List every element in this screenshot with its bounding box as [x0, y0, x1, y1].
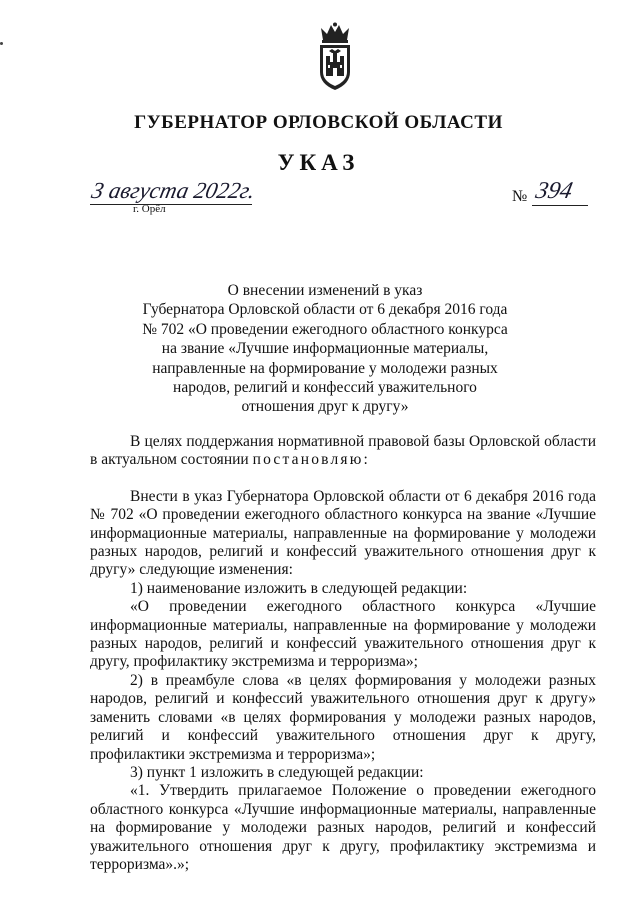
preamble-keyword: постановляю: — [252, 451, 371, 469]
subject-line: на звание «Лучшие информационные материалы, — [161, 340, 489, 358]
preamble-text: В целях поддержания нормативной правовой базы Орловской области в актуальном состоянии — [90, 433, 596, 469]
intro-paragraph: Внести в указ Губернатора Орловской области от 6 декабря 2016 года № 702 «О проведении ежегодного областного конкурса на звание «Лучшие информационные материалы, направленные на формирование у молодежи разных народов, религий и конфессий уважительного отношения друг к другу» следующие изменения: — [90, 487, 596, 579]
scan-mark — [0, 42, 3, 45]
number-underline — [532, 205, 588, 206]
authority-title: ГУБЕРНАТОР ОРЛОВСКОЙ ОБЛАСТИ — [134, 112, 503, 133]
city-label: г. Орёл — [133, 203, 166, 215]
item-3-text: «1. Утвердить прилагаемое Положение о проведении ежегодного областного конкурса «Лучшие информационные материалы, направленные на формирование у молодежи разных народов, религий и конфессий уважительного отношения друг к другу, профилактику экстремизма и терроризма».»; — [90, 782, 596, 873]
date-underline — [90, 204, 252, 205]
handwritten-number: 394 — [533, 178, 575, 204]
number-sign: № — [512, 188, 528, 205]
subject-line: О внесении изменений в указ — [227, 282, 423, 299]
item-1: 1) наименование изложить в следующей редакции: — [130, 579, 468, 597]
item-1-text: «О проведении ежегодного областного конкурса «Лучшие информационные материалы, направленные на формирование у молодежи разных народов, религий и конфессий уважительного отношения друг к другу, профилактику экстремизма и терроризма»; — [90, 598, 596, 671]
item-3: 3) пункт 1 изложить в следующей редакции: — [130, 763, 424, 781]
subject-line: народов, религий и конфессий уважительного — [173, 379, 477, 397]
subject-line: № 702 «О проведении ежегодного областного конкурса — [142, 320, 508, 338]
handwritten-date: 3 августа 2022г. — [89, 178, 258, 203]
subject-line: направленные на формирование у молодежи разных — [152, 359, 498, 377]
subject-line: Губернатора Орловской области от 6 декабря 2016 года — [142, 301, 508, 319]
decree-subject — [140, 281, 510, 417]
item-2: 2) в преамбуле слова «в целях формирования у молодежи разных народов, религий и конфессий уважительного отношения друг к другу» заменить словами «в целях формирования у молодежи разных народов, религий и конфессий уважительного отношения друг к другу, профилактики экстремизма и терроризма»; — [90, 671, 596, 763]
orel-oblast-coat-of-arms-icon — [316, 22, 354, 92]
document-type: УКАЗ — [277, 150, 360, 175]
subject-line: отношения друг к другу» — [241, 398, 409, 416]
preamble-paragraph — [90, 433, 596, 470]
decree-body — [90, 433, 596, 874]
